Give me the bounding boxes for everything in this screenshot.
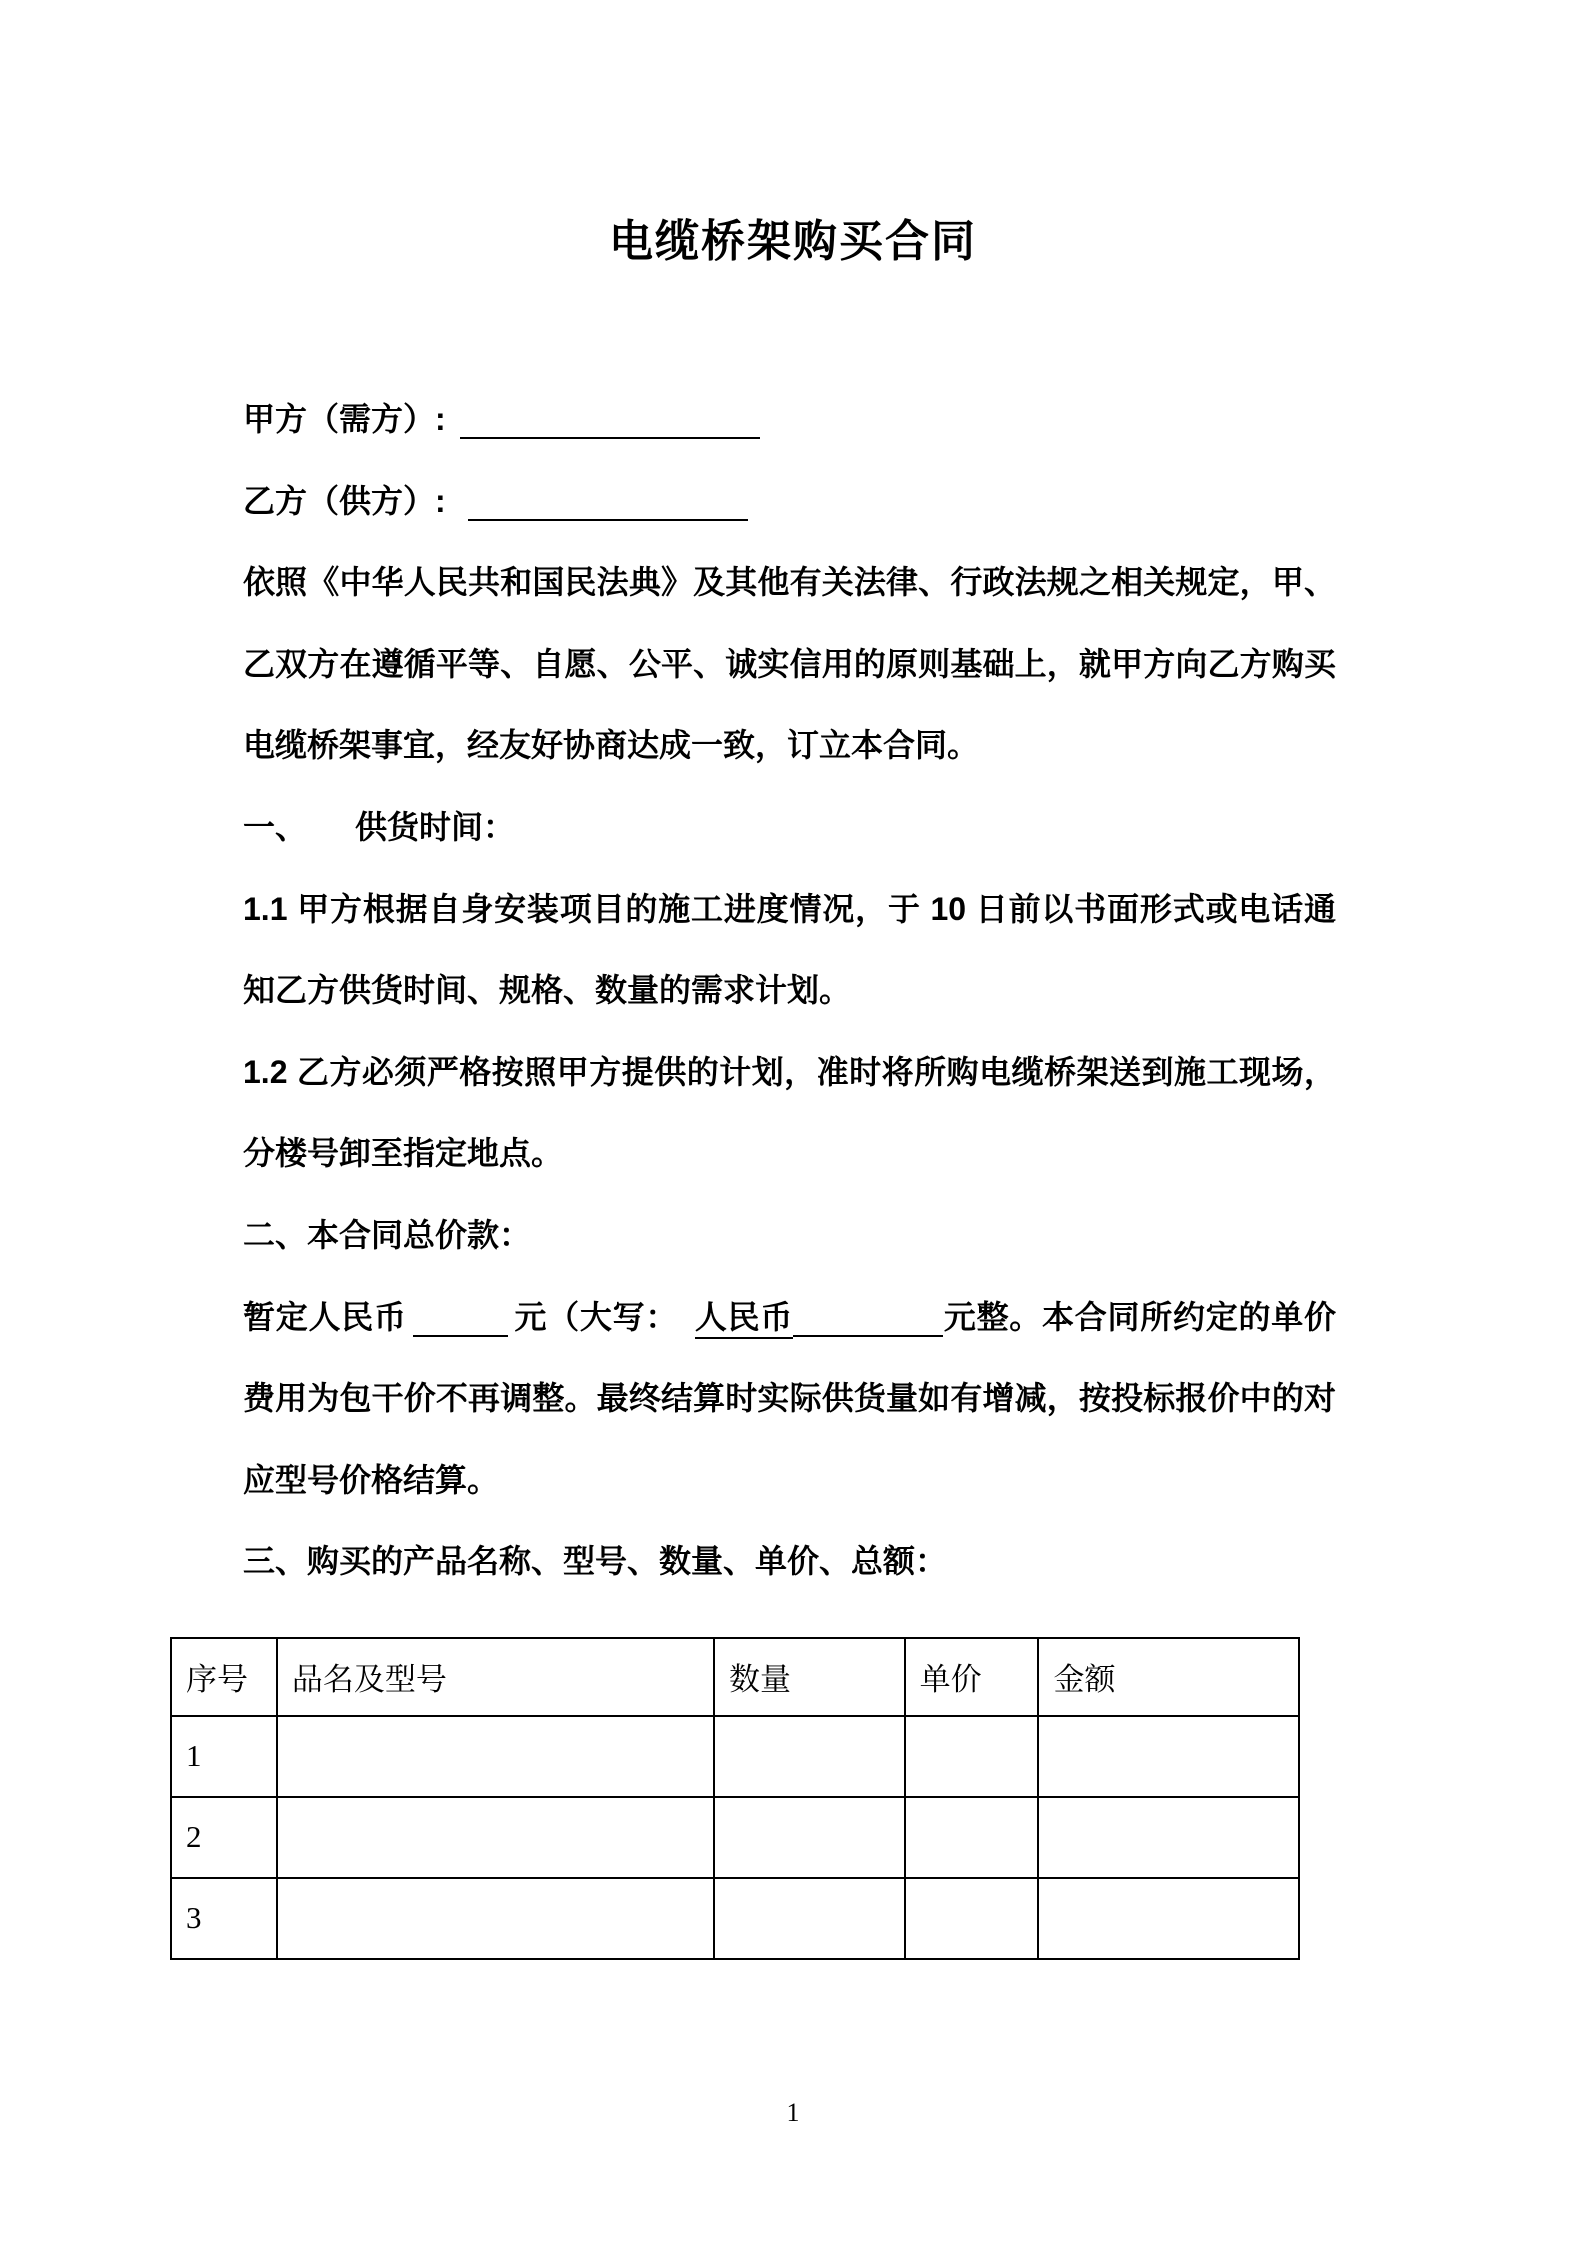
price-rest: 本合同所约定的单价费用为包干价不再调整。最终结算时实际供货量如有增减，按投标报价中的对应型号价格结算。 [243, 1298, 1336, 1498]
party-b-blank [468, 487, 748, 521]
clause-1-1: 1.1 甲方根据自身安装项目的施工进度情况，于 10 日前以书面形式或电话通知乙方供货时间、规格、数量的需求计划。 [243, 890, 1336, 1009]
items-table [170, 1637, 1300, 1960]
price-suffix: 元整。 [943, 1298, 1043, 1335]
cell-qty [714, 1716, 905, 1797]
price-paragraph [243, 1277, 1336, 1522]
section-2-heading: 二、本合同总价款： [243, 1216, 532, 1253]
price-words-blank [793, 1303, 943, 1337]
section-1-heading: 一、 供货时间： [243, 808, 516, 845]
col-header-qty: 数量 [714, 1638, 905, 1716]
cell-qty [714, 1878, 905, 1959]
preamble-paragraph: 依照《中华人民共和国民法典》及其他有关法律、行政法规之相关规定，甲、乙双方在遵循平等、自愿、公平、诚实信用的原则基础上，就甲方向乙方购买电缆桥架事宜，经友好协商达成一致，订立本合同。 [243, 564, 1336, 764]
cell-name [277, 1797, 714, 1878]
party-a-label: 甲方（需方）: [243, 401, 446, 437]
party-a-line [243, 379, 1336, 461]
table-row [171, 1797, 1299, 1878]
party-b-line [243, 461, 1336, 543]
cell-amount [1038, 1797, 1299, 1878]
col-header-unit-price: 单价 [905, 1638, 1039, 1716]
cell-seq: 2 [171, 1797, 277, 1878]
table-row [171, 1878, 1299, 1959]
cell-unit-price [905, 1878, 1039, 1959]
cell-name [277, 1878, 714, 1959]
clause-1-2: 1.2 乙方必须严格按照甲方提供的计划，准时将所购电缆桥架送到施工现场，分楼号卸至指定地点。 [243, 1053, 1336, 1172]
party-b-label: 乙方（供方）: [243, 482, 446, 519]
col-header-amount: 金额 [1038, 1638, 1299, 1716]
page-number: 1 [786, 2098, 800, 2127]
price-amount-blank [413, 1303, 508, 1337]
section-3-heading: 三、购买的产品名称、型号、数量、单价、总额： [243, 1543, 948, 1580]
cell-unit-price [905, 1716, 1039, 1797]
cell-amount [1038, 1878, 1299, 1959]
cell-seq: 1 [171, 1716, 277, 1797]
col-header-seq: 序号 [171, 1638, 277, 1716]
table-header-row [171, 1638, 1299, 1716]
price-mid: 元（大写： [513, 1298, 695, 1335]
cell-seq: 3 [171, 1878, 277, 1959]
table-row [171, 1716, 1299, 1797]
price-prefix: 暂定人民币 [243, 1298, 407, 1335]
party-a-blank [460, 405, 760, 439]
col-header-name: 品名及型号 [277, 1638, 714, 1716]
cell-name [277, 1716, 714, 1797]
cell-unit-price [905, 1797, 1039, 1878]
cell-qty [714, 1797, 905, 1878]
document-body [0, 269, 1586, 1960]
cell-amount [1038, 1716, 1299, 1797]
document-title: 电缆桥架购买合同 [609, 217, 977, 266]
price-currency-words: 人民币 [695, 1299, 793, 1339]
